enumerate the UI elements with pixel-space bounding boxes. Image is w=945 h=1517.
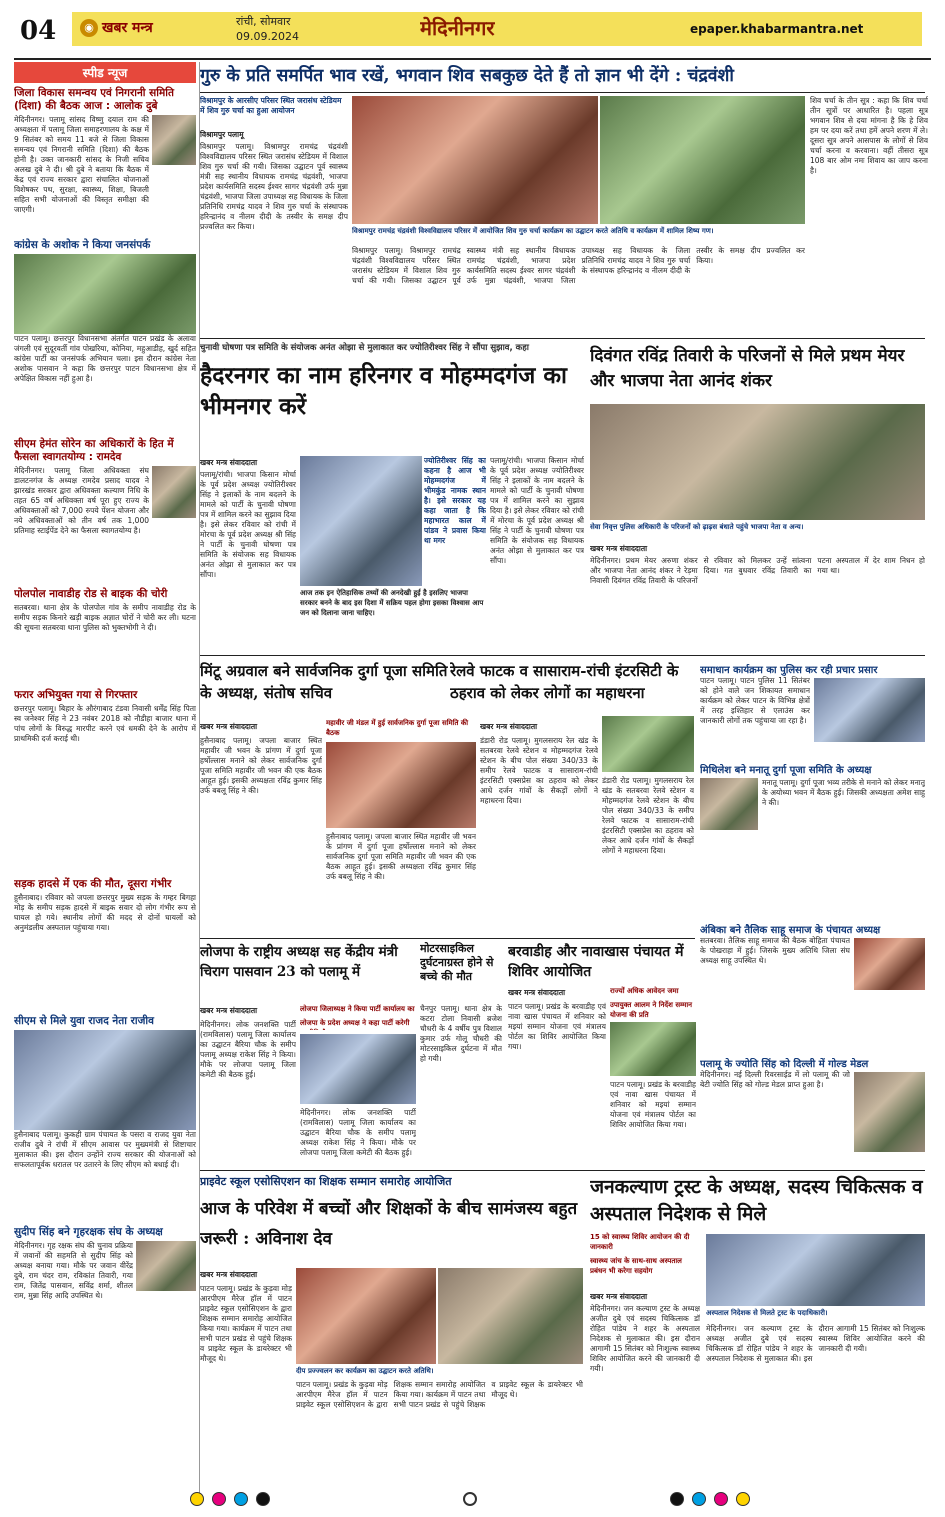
- brand-name: खबर मन्त्र: [102, 20, 153, 36]
- teli-headline: अंबिका बने तैलिक साहू समाज के पंचायत अध्यक्ष: [700, 925, 881, 936]
- motorcycle-headline: मोटरसाइकिल दुर्घटनाग्रस्त होने से बच्चे की मौत: [420, 942, 494, 983]
- haidernagar-pullquote: ज्योतिरीश्वर सिंह का कहना है आज भी मोहम्मदगंज में भीमकुंड नामक स्थान है। इसे सरकार यह कहा जाता है कि महाभारत काल में पांडव ने प्रवास किया था मगर: [424, 456, 486, 545]
- railway-text-continued: डंडारी रोड पलामू। मुगलसराय रेल खंड के सतबरवा रेलवे स्टेशन व मोहम्मदगंज रेलवे स्टेशन के बीच पोल संख्या 340/33 के समीप रेलवे फाटक व सासाराम-रांची इंटरसिटी एक्सप्रेस का ठहराव को लेकर आधे दर्जन गांवों के सैकड़ों लोगों ने महाधरना दिया।: [602, 776, 694, 855]
- railway-headline: रेलवे फाटक व सासाराम-रांची इंटरसिटी के ठहराव को लेकर लोगों का महाधरना: [450, 662, 679, 702]
- chirag-photo: [300, 1034, 416, 1104]
- teacher-byline: खबर मन्त्र संवाददाता: [200, 1270, 258, 1279]
- lead-photo-caption: विश्रामपुर रामचंद्र चंद्रवंशी विश्वविद्यालय परिसर में आयोजित शिव गुरु चर्चा कार्यक्रम का उद्घाटन करते अतिथि व कार्यक्रम में शामिल शिष्य गण।: [352, 227, 714, 235]
- awareness-headline: समाधान कार्यक्रम का पुलिस कर रही प्रचार प्रसार: [700, 665, 878, 676]
- story-heading: सीएम से मिले युवा राजद नेता राजीव: [14, 1015, 154, 1027]
- awareness-photo: [814, 678, 925, 742]
- chirag-byline: खबर मन्त्र संवाददाता: [200, 1006, 258, 1015]
- railway-text: डंडारी रोड पलामू। मुगलसराय रेल खंड के सतबरवा रेलवे स्टेशन व मोहम्मदगंज रेलवे स्टेशन के बीच पोल संख्या 340/33 के समीप रेलवे फाटक व सासाराम-रांची इंटरसिटी एक्सप्रेस का ठहराव को लेकर आधे दर्जन गांवों के सैकड़ों लोगों ने महाधरना दिया।: [480, 736, 598, 805]
- camp-bullet: राज्यों अधिक आवेदन जमा: [610, 987, 679, 995]
- registration-mark: [234, 1492, 248, 1506]
- teacher-photo-caption: दीप प्रज्ज्वलन कर कार्यक्रम का उद्घाटन करते अतिथि।: [296, 1367, 434, 1375]
- section-rule: [200, 938, 695, 939]
- mintu-headline: मिंटू अग्रवाल बने सार्वजनिक दुर्गा पूजा समिति के अध्यक्ष, संतोष सचिव: [200, 662, 448, 702]
- city-day: रांची, सोमवार: [236, 15, 291, 28]
- story-text: पाटन पलामू। छत्तरपुर विधानसभा अंतर्गत पाटन प्रखंड के अलावा जंगली एवं सुदूरवर्ती गांव पोखरिया, कोनिया, महुआडीह, खुर्द सहित कांग्रेस पार्टी का जनसंपर्क अभियान चला। इस दौरान कांग्रेस नेता अशोक पासवान ने कहा कि छत्तरपुर पाटन विधानसभा क्षेत्र में अपेक्षित विकास नहीं हुआ है।: [14, 334, 196, 383]
- awareness-text: पाटन पलामू। पाटन पुलिस 11 सितंबर को होने वाले जन शिकायत समाधान कार्यक्रम को लेकर पाटन के विभिन्न क्षेत्रों में तरह इश्तिहार से एलाउंस कर जानकारी लोगों तक पहुंचाया जा रहा है।: [700, 676, 810, 725]
- mithilesh-headline: मिथिलेश बने मनातू दुर्गा पूजा समिति के अध्यक्ष: [700, 765, 872, 776]
- trust-text-continued: मेदिनीनगर। जन कल्याण ट्रस्ट के अध्यक्ष अजीत दुबे एवं सदस्य चिकित्सक डॉ रोहित पांडेय ने शहर के अस्पताल निदेशक से मुलाकात की। इस दौरान आगामी 15 सितंबर को निःशुल्क स्वास्थ्य शिविर आयोजित करने की जानकारी दी गयी।: [706, 1324, 925, 1363]
- registration-mark: [692, 1492, 706, 1506]
- story-heading: सीएम हेमंत सोरेन का अधिकारों के हित में फैसला स्वागतयोग्य : रामदेव: [14, 438, 174, 463]
- railway-photo: [602, 716, 694, 772]
- registration-mark: [212, 1492, 226, 1506]
- trust-photo: [706, 1234, 925, 1306]
- haidernagar-text: पलामू/रांची। भाजपा किसान मोर्चा के पूर्व प्रदेश अध्यक्ष ज्योतिरीश्वर सिंह ने इलाकों के नाम बदलने के मामले को पार्टी के चुनावी घोषणा पत्र में शामिल करने का सुझाव दिया है। इसे लेकर रविवार को रांची में मोरचा के पूर्व प्रदेश अध्यक्ष श्री सिंह ने पार्टी के चुनावी घोषणा पत्र समिति के संयोजक सह विधायक अनंत ओझा से मुलाकात कर पत्र सौंपा।: [200, 470, 296, 579]
- chirag-bullet: लोजपा जिलाध्यक्ष ने किया पार्टी कार्यालय का: [300, 1005, 415, 1013]
- headline-rule: [200, 92, 925, 93]
- story-text: मेदिनीनगर। पलामू सांसद विष्णु दयाल राम की अध्यक्षता में पलामू जिला समाहरणालय के कक्ष में 9 सितंबर को समय 11 बजे से जिला विकास समन्वय एवं निगरानी समिति (दिशा) की बैठक होनी है। उक्त जानकारी सांसद के निजी सचिव अलख दुबे ने दी। श्री दुबे ने बताया कि बैठक में केंद्र एवं राज्य सरकार द्वारा संचालित योजनाओं विशेषकर पथ, सुरक्षा, स्वास्थ्य, शिक्षा, बिजली सहित सभी योजनाओं की विस्तृत समीक्षा की जाएगी।: [14, 115, 149, 214]
- teacher-kicker: प्राइवेट स्कूल एसोसिएशन का शिक्षक सम्मान समारोह आयोजित: [200, 1175, 452, 1188]
- trust-headline: जनकल्याण ट्रस्ट के अध्यक्ष, सदस्य चिकित्सक व अस्पताल निदेशक से मिले: [590, 1176, 923, 1225]
- lead-text: विश्रामपुर पलामू। विश्रामपुर रामचंद्र चंद्रवंशी विश्वविद्यालय परिसर स्थित जरासंध स्टेडियम में विशाल शिव गुरु चर्चा की गयी। जिसका उद्घाटन पूर्व स्वास्थ्य मंत्री सह स्थानीय विधायक रामचंद्र चंद्रवंशी, भाजपा प्रदेश कार्यसमिति सदस्य ईश्वर सागर चंद्रवंशी उर्फ मुन्ना चंद्रवंशी, भाजपा जिला उपाध्यक्ष सह विधायक के जिला प्रतिनिधि रामचंद्र यादव ने शिव गुरु चर्चा के संस्थापक हरिन्द्रानंद व नीलम दीदी के तस्वीर के समक्ष दीप प्रज्वलित कर किया।: [200, 142, 348, 231]
- issue-date: 09.09.2024: [236, 30, 299, 43]
- masthead-rule: [14, 58, 931, 60]
- story-heading: सड़क हादसे में एक की मौत, दूसरा गंभीर: [14, 878, 172, 890]
- logo-icon: ◉: [80, 19, 98, 37]
- registration-mark: [256, 1492, 270, 1506]
- story-heading: कांग्रेस के अशोक ने किया जनसंपर्क: [14, 239, 151, 251]
- crosshair-icon: [463, 1492, 477, 1506]
- tiwari-byline: खबर मन्त्र संवाददाता: [590, 544, 648, 553]
- left-column: [14, 62, 196, 1502]
- section-rule: [200, 338, 925, 339]
- registration-mark: [736, 1492, 750, 1506]
- chirag-text: मेदिनीनगर। लोक जनशक्ति पार्टी (रामविलास) पलामू जिला कार्यालय का उद्घाटन बैरिया चौक के समीप पलामू अध्यक्ष राकेश सिंह ने किया। मौके पर लोजपा पलामू जिला कमेटी की बैठक हुई।: [200, 1020, 296, 1079]
- dateline: [236, 14, 299, 44]
- mintu-photo: [326, 742, 476, 828]
- gold-headline: पलामू के ज्योति सिंह को दिल्ली में गोल्ड मेडल: [700, 1059, 869, 1070]
- teli-text: सतबरवा। तैलिक साहू समाज की बैठक बोहिता पंचायत के पोखराहा में हुई। जिसके मुख्य अतिथि जिला संघ अध्यक्ष साहू उपस्थित थे।: [700, 936, 850, 965]
- story-photo: [14, 254, 196, 334]
- haidernagar-photo-caption: आज तक इन ऐतिहासिक तथ्यों की अनदेखी हुई है इसलिए भाजपा सरकार बनने के बाद इस दिशा में सक्रिय पहल होगा इसका विश्वास आप जन को दिलाना जाना चाहिए।: [300, 589, 484, 617]
- tiwari-photo-caption: सेवा निवृत्त पुलिस अधिकारी के परिजनों को ढ़ाढ़स बंधाते पहुंचे भाजपा नेता व अन्य।: [590, 523, 804, 531]
- brand-logo: [80, 18, 210, 42]
- registration-mark: [670, 1492, 684, 1506]
- registration-strip: [190, 1490, 750, 1508]
- mintu-byline: खबर मन्त्र संवाददाता: [200, 722, 258, 731]
- chirag-headline: लोजपा के राष्ट्रीय अध्यक्ष सह केंद्रीय मंत्री चिराग पासवान 23 को पलामू में: [200, 944, 398, 980]
- mithilesh-photo: [700, 778, 758, 830]
- masthead: [0, 0, 945, 58]
- story-text: हुसैनाबाद पलामू। कुकही ग्राम पंचायत के पसरा व राजद युवा नेता राजीव दुबे ने रांची में सीएम आवास पर मुख्यमंत्री से शिष्टाचार मुलाकात की। इस दौरान उन्होंने राज्य सरकार की योजनाओं को सफलतापूर्वक धरातल पर उतारने के लिए सीएम को बधाई दी।: [14, 1130, 196, 1169]
- mintu-text-continued: हुसैनाबाद पलामू। जपला बाजार स्थित महावीर जी भवन के प्रांगण में दुर्गा पूजा हर्षोल्लास मनाने को लेकर सार्वजनिक दुर्गा पूजा समिति महावीर जी भवन की एक बैठक आहूत हुई। इसकी अध्यक्षता रविंद्र कुमार सिंह उर्फ बबलू सिंह ने की।: [326, 832, 476, 881]
- lead-sidebar-text: शिव चर्चा के तीन सूत्र : कहा कि शिव चर्चा तीन सूत्रों पर आधारित है। पहला सूत्र भगवान शिव से दया मांगना है कि हे शिव हम पर दया करें तथा हमें अपने शरण में ले। दूसरा सूत्र अपने आसपास के लोगों से शिव चर्चा करना व करवाना। वहीं तीसरा सूत्र 108 बार ओम नमः शिवाय का जाप करना है।: [810, 96, 928, 175]
- trust-bullet: स्वास्थ्य जांच के साथ-साथ अस्पताल प्रबंधन भी करेगा सहयोग: [590, 1257, 682, 1275]
- story-body: [14, 466, 196, 584]
- camp-headline: बरवाडीह और नावाखास पंचायत में शिविर आयोजित: [508, 944, 684, 980]
- story-heading: पोलपोल नावाडीह रोड से बाइक की चोरी: [14, 588, 168, 600]
- trust-byline: खबर मन्त्र संवाददाता: [590, 1292, 648, 1301]
- story-heading: सुदीप सिंह बने गृहरक्षक संघ के अध्यक्ष: [14, 1226, 163, 1238]
- camp-byline: खबर मन्त्र संवाददाता: [508, 988, 566, 997]
- teli-photo: [854, 938, 925, 990]
- portrait-photo: [152, 115, 196, 165]
- teacher-photo-2: [438, 1268, 583, 1364]
- registration-mark: [714, 1492, 728, 1506]
- chirag-bullet: लोजपा के प्रदेश अध्यक्ष ने कहा पार्टी करेगी: [300, 1019, 410, 1027]
- trust-photo-caption: अस्पताल निदेशक से मिलते ट्रस्ट के पदाधिकारी।: [706, 1309, 828, 1317]
- story-body: [14, 115, 196, 235]
- camp-text: पाटन पलामू। प्रखंड के बरवाडीह एवं नावा खास पंचायत में शनिवार को मइयां सम्मान योजना एवं मंत्रालय पोर्टल का शिविर आयोजित किया गया।: [508, 1002, 606, 1051]
- epaper-url[interactable]: epaper.khabarmantra.net: [690, 22, 864, 36]
- registration-mark: [190, 1492, 204, 1506]
- lead-photo-stage: [352, 96, 598, 224]
- teacher-photo-1: [296, 1268, 436, 1364]
- lead-inset-caption: विश्रामपुर के आरसीए परिसर स्थित जरासंध स्टेडियम में शिव गुरु चर्चा का हुआ आयोजन: [200, 96, 342, 115]
- camp-bullet: उपायुक्त आलम ने निर्देश सम्मान योजना की प्रति: [610, 1001, 693, 1018]
- camp-text-continued: पाटन पलामू। प्रखंड के बरवाडीह एवं नावा खास पंचायत में शनिवार को मइयां सम्मान योजना एवं मंत्रालय पोर्टल का शिविर आयोजित किया गया।: [610, 1080, 696, 1129]
- teacher-headline: आज के परिवेश में बच्चों और शिक्षकों के बीच सामंजस्य बहुत जरूरी : अविनाश देव: [200, 1199, 578, 1249]
- mithilesh-text: मनातू पलामू। दुर्गा पूजा भव्य तरीके से मनाने को लेकर मनातू के अयोध्या भवन में बैठक हुई। जिसकी अध्यक्षता अमेश साहु ने की।: [762, 778, 925, 807]
- lead-byline: विश्रामपुर पलामू: [200, 130, 244, 139]
- lead-text-continued: विश्रामपुर पलामू। विश्रामपुर रामचंद्र चंद्रवंशी विश्वविद्यालय परिसर स्थित जरासंध स्टेडियम में विशाल शिव गुरु चर्चा की गयी। जिसका उद्घाटन पूर्व स्वास्थ्य मंत्री सह स्थानीय विधायक रामचंद्र चंद्रवंशी, भाजपा प्रदेश कार्यसमिति सदस्य ईश्वर सागर चंद्रवंशी उर्फ मुन्ना चंद्रवंशी, भाजपा जिला उपाध्यक्ष सह विधायक के जिला प्रतिनिधि रामचंद्र यादव ने शिव गुरु चर्चा के संस्थापक हरिन्द्रानंद व नीलम दीदी के तस्वीर के समक्ष दीप प्रज्वलित कर किया।: [352, 246, 805, 285]
- section-rule: [200, 1170, 925, 1171]
- portrait-photo: [152, 466, 196, 518]
- gold-text: मेदिनीनगर। नई दिल्ली रिवरसाईड में लो पलामू की जो बेटी ज्योति सिंह को गोल्ड मेडल प्राप्त हुआ है।: [700, 1070, 850, 1089]
- story-text: छत्तरपुर पलामू। बिहार के औरंगाबाद टंडवा निवासी धर्मेंद्र सिंह पिता स्व जनेश्वर सिंह ने 23 नवंबर 2018 को नौडीहा बाजार थाना में पांच लोगों के विरुद्ध मारपीट करने एवं धमकी देने के आरोप में प्राथमिकी दर्ज कराई थी।: [14, 704, 196, 743]
- mintu-photo-caption: महावीर जी मंडल में हुई सार्वजनिक दुर्गा पूजा समिति की बैठक: [326, 719, 469, 737]
- story-text: मेदिनीनगर। पलामू जिला अधिवक्ता संघ डालटनगंज के अध्यक्ष रामदेव प्रसाद यादव ने झारखंड सरकार द्वारा अधिवक्ता कल्याण निधि के तहत 65 वर्ष अधिवक्ता वर्ष पूरा हुए राज्य के अधिवक्ताओं को 7,000 रुपये पेंशन योजना और नये अधिवक्ताओं को तीन वर्ष तक 1,000 प्रतिमाह स्टाईपेंड देने का फैसला स्वागतयोग्य है।: [14, 466, 149, 535]
- haidernagar-photo: [300, 456, 422, 586]
- group-photo: [136, 1241, 196, 1291]
- trust-text: मेदिनीनगर। जन कल्याण ट्रस्ट के अध्यक्ष अजीत दुबे एवं सदस्य चिकित्सक डॉ रोहित पांडेय ने शहर के अस्पताल निदेशक से मुलाकात की। इस दौरान आगामी 15 सितंबर को निःशुल्क स्वास्थ्य शिविर आयोजित करने की जानकारी दी गयी।: [590, 1304, 700, 1373]
- story-text: सतबरवा। थाना क्षेत्र के पोलपोल गांव के समीप नावाडीह रोड के समीप सड़क किनारे खड़ी बाइक अज्ञात चोरों ने चोरी कर ली। घटना की सूचना सतबरवा थाना पुलिस को भुक्तभोगी ने दी।: [14, 603, 196, 632]
- story-heading: जिला विकास समन्वय एवं निगरानी समिति (दिशा) की बैठक आज : आलोक दुबे: [14, 87, 174, 112]
- lead-headline: गुरु के प्रति समर्पित भाव रखें, भगवान शिव सबकुछ देते हैं तो ज्ञान भी देंगे : चंद्रवंशी: [200, 66, 734, 86]
- haidernagar-text-continued: पलामू/रांची। भाजपा किसान मोर्चा के पूर्व प्रदेश अध्यक्ष ज्योतिरीश्वर सिंह ने इलाकों के नाम बदलने के मामले को पार्टी के चुनावी घोषणा पत्र में शामिल करने का सुझाव दिया है। इसे लेकर रविवार को रांची में मोरचा के पूर्व प्रदेश अध्यक्ष श्री सिंह ने पार्टी के चुनावी घोषणा पत्र समिति के संयोजक सह विधायक अनंत ओझा से मुलाकात कर पत्र सौंपा।: [490, 456, 584, 565]
- teacher-text-continued: पाटन पलामू। प्रखंड के कुड़वा मोड़ आरपीएम मैरेज हॉल में पाटन प्राइवेट स्कूल एसोसिएशन के द्वारा शिक्षक सम्मान समारोह आयोजित किया गया। कार्यक्रम में पाटन तथा सभी पाटन प्रखंड से पहुंचे शिक्षक व प्राइवेट स्कूल के डायरेक्टर भी मौजूद थे।: [296, 1380, 583, 1409]
- trust-bullet: 15 को स्वास्थ्य शिविर आयोजन की दी जानकारी: [590, 1233, 690, 1251]
- page-number: 04: [20, 16, 57, 46]
- speed-news-banner: स्पीड न्यूज: [14, 62, 196, 83]
- story-text: मेदिनीनगर। गृह रक्षक संघ की चुनाव प्रक्रिया में जवानों की सहमति से सुदीप सिंह को अध्यक्ष बनाया गया। मौके पर जवान वीरेंद्र दुबे, राम चंदर राम, रविकांत तिवारी, गया राम, जितेंद्र पासवान, सविंद्र शर्मा, शीतल राम, मुन्ना सिंह आदि उपस्थित थे।: [14, 1241, 133, 1300]
- teacher-text: पाटन पलामू। प्रखंड के कुड़वा मोड़ आरपीएम मैरेज हॉल में पाटन प्राइवेट स्कूल एसोसिएशन के द्वारा शिक्षक सम्मान समारोह आयोजित किया गया। कार्यक्रम में पाटन तथा सभी पाटन प्रखंड से पहुंचे शिक्षक व प्राइवेट स्कूल के डायरेक्टर भी मौजूद थे।: [200, 1284, 292, 1363]
- section-title: मेदिनीनगर: [420, 16, 495, 40]
- tiwari-text: मेदिनीनगर। प्रथम मेयर अरुणा शंकर और भाजपा नेता आनंद शंकर ने रेड़मा निवासी दिवंगत रविंद्र तिवारी के परिजनों से रविवार को मिलकर उन्हें सांत्वना दिया। गत बुधवार रविंद्र तिवारी का पटना अस्पताल में देर शाम निधन हो गया था।: [590, 556, 925, 585]
- motorcycle-text: चैनपुर पलामू। थाना क्षेत्र के कटरा टोला निवासी ब्रजेश चौधरी के 4 वर्षीय पुत्र विशाल कुमार उर्फ गोलू चौधरी की मोटरसाइकिल दुर्घटना में मौत हो गयी।: [420, 1004, 502, 1063]
- tiwari-photo: [590, 404, 925, 520]
- story-body: [14, 1241, 196, 1361]
- chirag-text-continued: मेदिनीनगर। लोक जनशक्ति पार्टी (रामविलास) पलामू जिला कार्यालय का उद्घाटन बैरिया चौक के समीप पलामू अध्यक्ष राकेश सिंह ने किया। मौके पर लोजपा पलामू जिला कमेटी की बैठक हुई।: [300, 1108, 416, 1157]
- haidernagar-kicker: चुनावी घोषणा पत्र समिति के संयोजक अनंत ओझा से मुलाकात कर ज्योतिरीश्वर सिंह ने सौंपा सुझाव, कहा: [200, 343, 529, 353]
- haidernagar-headline: हैदरनगर का नाम हरिनगर व मोहम्मदगंज का भीमनगर करें: [200, 362, 567, 420]
- lead-photo-crowd: [600, 96, 805, 224]
- railway-byline: खबर मन्त्र संवाददाता: [480, 722, 538, 731]
- story-heading: फरार अभियुक्त गया से गिरफ्तार: [14, 689, 138, 701]
- story-photo: [14, 1030, 196, 1130]
- mintu-text: हुसैनाबाद पलामू। जपला बाजार स्थित महावीर जी भवन के प्रांगण में दुर्गा पूजा हर्षोल्लास मनाने को लेकर सार्वजनिक दुर्गा पूजा समिति महावीर जी भवन की एक बैठक आहूत हुई। इसकी अध्यक्षता रविंद्र कुमार सिंह उर्फ बबलू सिंह ने की।: [200, 736, 322, 795]
- story-text: हुसैनाबाद। रविवार को जपला छत्तरपुर मुख्य सड़क के गम्हर बिगहा मोड़ के समीप सड़क हादसे में बाइक सवार दो लोग गंभीर रूप से घायल हो गये। स्थानीय लोगों की मदद से दोनों घायलों को अनुमंडलीय अस्पताल पहुंचाया गया।: [14, 893, 196, 932]
- tiwari-headline: दिवंगत रविंद्र तिवारी के परिजनों से मिले प्रथम मेयर और भाजपा नेता आनंद शंकर: [590, 346, 905, 391]
- haidernagar-byline: खबर मन्त्र संवाददाता: [200, 458, 258, 467]
- gold-photo: [854, 1072, 925, 1152]
- section-rule: [200, 655, 925, 656]
- camp-photo: [610, 1022, 696, 1076]
